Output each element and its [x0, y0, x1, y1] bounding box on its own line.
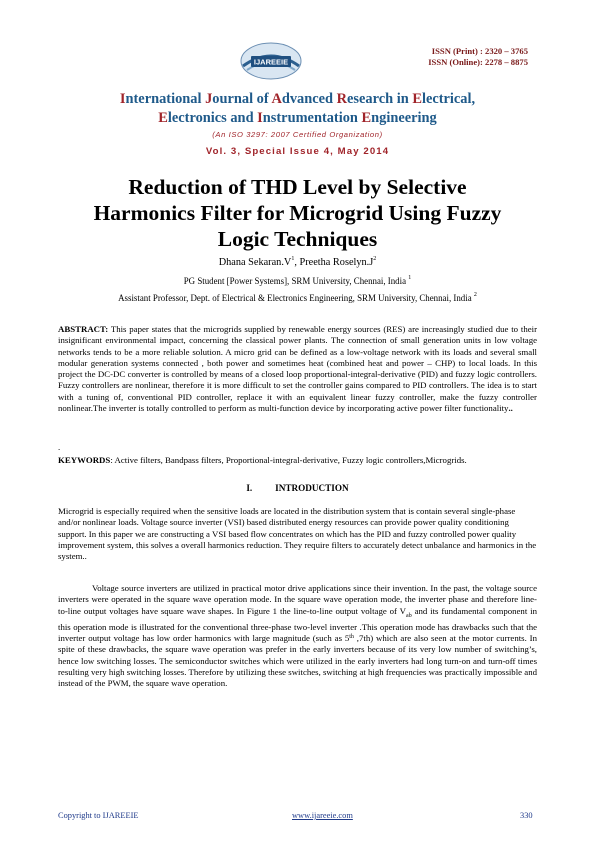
- journal-name-line-2: [0, 109, 595, 128]
- journal-word-rest: nstrumentation: [262, 110, 362, 126]
- logo-text: IJAREEIE: [253, 57, 289, 67]
- title-line: Harmonics Filter for Microgrid Using Fuzzy: [93, 201, 502, 225]
- journal-word-capital: I: [257, 110, 263, 126]
- journal-logo: [227, 40, 315, 82]
- volume-issue: Vol. 3, Special Issue 4, May 2014: [205, 146, 390, 157]
- journal-word-capital: J: [205, 91, 213, 107]
- abstract-text: This paper states that the microgrids supplied by renewable energy sources (RES) are increasingly studied due to their insignificant environmental impact, concerning the classical power plants. The connection of small generation units in low voltage networks tends to be a more reliable solution. A micro grid can be defined as a low-voltage network with its loads and several small modular generation systems connected , both power and sometimes heat (combined heat and power – CHP) to local loads. In this project the DC-DC converter is controlled by means of a closed loop proportional-integral-derivative (PID) and fuzzy logic controllers. Fuzzy controllers are nonlinear, therefore it is more difficult to set the controller gains compared to PID controllers. The idea is to start with a tuning of, conventional PID controller, replace it with an equivalent linear fuzzy controller, make the fuzzy controller nonlinear.The inverter is totally controlled to perform as multi-function device by incorporating active power filter functionality: [58, 324, 537, 414]
- author-1: Dhana Sekaran.V: [218, 257, 292, 268]
- journal-word-capital: E: [412, 91, 422, 107]
- intro-p2-superscript: th: [349, 633, 354, 640]
- intro-p2-part-c: ,7th) which are also seen at the motor currents. In spite of these drawbacks, the square wave operation was prefer in the early inverters because of its very low number of switching’s, hence low switching losses. The semiconductor switches which were utilized in the early inverters had long turn-on and turn-off times resulting very high switching losses. Therefore by utilizing these switches, switching at high frequencies was practically impossible and instead of the PWM, the square wave operation.: [58, 632, 538, 689]
- abstract-end: ..: [508, 403, 513, 414]
- affiliation-2: [0, 293, 595, 303]
- affiliation-2-text: Assistant Professor, Dept. of Electrical & Electronics Engineering, SRM University, Chennai, India: [118, 293, 472, 303]
- author-2-mark: 2: [373, 256, 377, 262]
- footer-copyright: Copyright to IJAREEIE: [58, 811, 139, 820]
- keywords-label: KEYWORDS: [58, 455, 111, 465]
- journal-word-capital: R: [336, 91, 348, 107]
- abstract: [58, 324, 537, 414]
- section-number: I.: [246, 483, 253, 493]
- author-separator: ,: [294, 257, 300, 268]
- abstract-label: ABSTRACT:: [58, 324, 109, 334]
- authors: [0, 257, 595, 268]
- journal-word-rest: ngineering: [371, 110, 437, 126]
- keywords: [58, 455, 537, 466]
- organization-note: (An ISO 3297: 2007 Certified Organization): [212, 130, 383, 139]
- page-number: 330: [520, 811, 533, 820]
- intro-p2-part-a: Voltage source inverters are utilized in practical motor drive applications since their invention. In the past, the voltage source inverters were operated in the square wave operation mode. In the square wave operation mode, the inverter phase and therefore line-to-line output voltages have square wave shapes. In Figure 1 the line-to-line output voltage of V: [58, 583, 537, 616]
- journal-word-rest: ournal of: [212, 91, 272, 107]
- journal-word-capital: I: [119, 91, 126, 107]
- title-line: Logic Techniques: [217, 227, 378, 251]
- author-2: Preetha Roselyn.J: [299, 257, 374, 268]
- paper-title: [40, 174, 555, 252]
- affiliation-1-mark: 1: [408, 275, 412, 281]
- section-heading: [0, 483, 595, 493]
- section-title: INTRODUCTION: [275, 483, 349, 493]
- journal-word-rest: dvanced: [281, 91, 337, 107]
- affiliation-2-mark: 2: [473, 292, 477, 298]
- journal-name-line-1: [0, 90, 595, 109]
- journal-word-rest: lectronics and: [167, 110, 258, 126]
- keywords-text: : Active filters, Bandpass filters, Proportional-integral-derivative, Fuzzy logic controllers,Microgrids.: [110, 455, 467, 465]
- title-line: Reduction of THD Level by Selective: [128, 175, 467, 199]
- journal-word-rest: esearch in: [347, 91, 413, 107]
- intro-paragraph-2: [58, 583, 537, 689]
- footer-url-link[interactable]: www.ijareeie.com: [292, 811, 353, 820]
- journal-word-capital: E: [361, 110, 372, 126]
- abstract-separator: .: [58, 442, 61, 452]
- journal-word-rest: nternational: [125, 91, 206, 107]
- intro-p2-part-b: and its fundamental component in this operation mode is illustrated for the conventional three-phase two-level inverter .This operation mode has drawbacks such that the inverter output voltage has low order harmonics with large magnitude (such as 5: [58, 605, 537, 643]
- intro-p2-subscript: ab: [406, 612, 412, 619]
- author-1-mark: 1: [291, 256, 295, 262]
- affiliation-1: [0, 276, 595, 286]
- affiliation-1-text: PG Student [Power Systems], SRM University, Chennai, India: [183, 276, 407, 286]
- issn-print: ISSN (Print) : 2320 – 3765: [431, 46, 528, 56]
- journal-word-capital: A: [271, 91, 282, 107]
- journal-word-rest: lectrical,: [421, 91, 476, 107]
- journal-word-capital: E: [158, 110, 168, 126]
- issn-online: ISSN (Online): 2278 – 8875: [428, 57, 528, 67]
- intro-paragraph-1: Microgrid is especially required when the sensitive loads are located in the distribution system that is contain several single-phase and/or nonlinear loads. Voltage source inverter (VSI) based distributed energy resources can provide power quality conditioning support. In this paper we are constructing a VSI based flow concentrates on which has the PID and fuzzy controlled power quality improvement system, this solves a overall harmonics reduction. They require filters to accurately detect unbalance and harmonics in the system..: [58, 506, 537, 562]
